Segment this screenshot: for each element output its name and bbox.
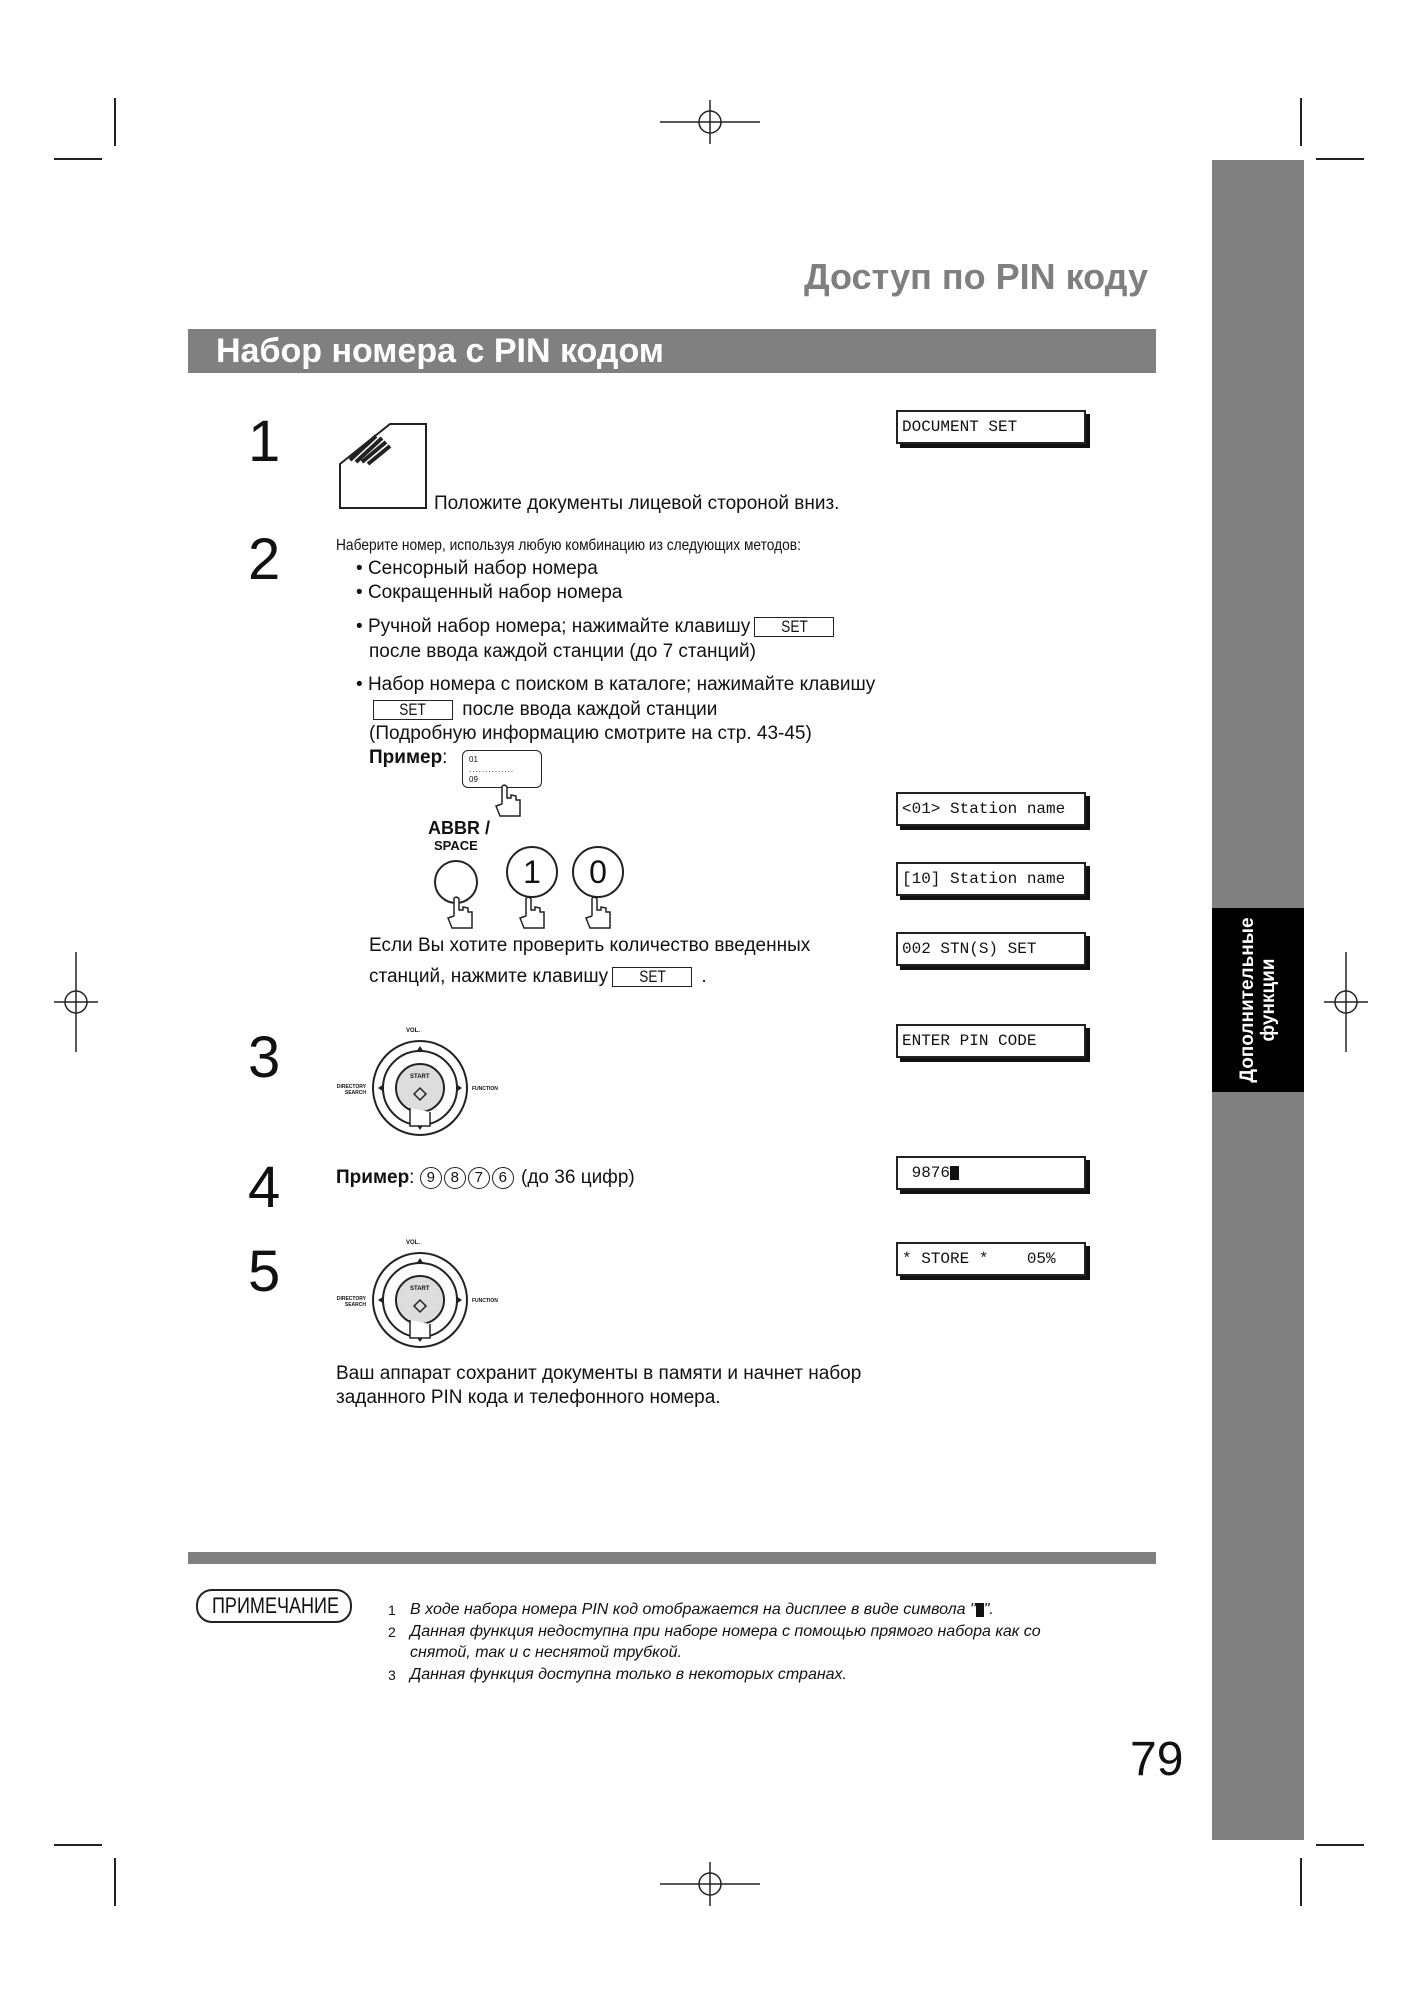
banner <box>188 329 1156 373</box>
start-dial <box>336 1240 496 1360</box>
dial-ring[interactable] <box>370 1250 470 1350</box>
registration-mark-top <box>660 100 760 144</box>
digit-key: 9 <box>420 1167 442 1189</box>
crop-mark <box>54 158 102 160</box>
note-text: Данная функция доступна только в некоторых странах. <box>410 1666 847 1683</box>
step5-text: заданного PIN кода и телефонного номера. <box>336 1387 721 1408</box>
note-number: 3 <box>388 1667 396 1683</box>
crop-mark <box>114 98 116 146</box>
footer-bar <box>188 1552 1156 1564</box>
set-key: SET <box>754 617 834 637</box>
start-button-label: START <box>410 1074 430 1080</box>
registration-mark-left <box>54 952 98 1052</box>
crop-mark <box>1300 1858 1302 1906</box>
check-count-text: станций, нажмите клавишу SET . <box>369 966 707 987</box>
lcd-display: 002 STN(S) SET <box>896 932 1086 966</box>
dial-ring[interactable] <box>370 1038 470 1138</box>
check-count-text: Если Вы хотите проверить количество введенных <box>369 935 811 956</box>
example-label: Пример: <box>369 747 448 768</box>
space-key-label: SPACE <box>434 838 478 853</box>
finger-press-icon <box>446 896 476 930</box>
pin-symbol <box>976 1603 984 1617</box>
list-item: • Набор номера с поиском в каталоге; нажимайте клавишу <box>356 674 876 695</box>
list-item: • Сокращенный набор номера <box>356 582 623 603</box>
finger-press-icon <box>584 896 614 930</box>
mini-directory-display: 01 .............. 09 <box>462 750 542 788</box>
lcd-display: <01> Station name <box>896 792 1086 826</box>
registration-mark-right <box>1324 952 1368 1052</box>
step-number: 4 <box>248 1155 281 1220</box>
crop-mark <box>1316 158 1364 160</box>
step-number: 1 <box>248 409 281 474</box>
step-number: 5 <box>248 1239 281 1304</box>
note-number: 1 <box>388 1602 396 1618</box>
crop-mark <box>1316 1844 1364 1846</box>
crop-mark <box>1300 98 1302 146</box>
crop-mark <box>114 1858 116 1906</box>
note-badge: ПРИМЕЧАНИЕ <box>196 1589 352 1623</box>
lcd-display: DOCUMENT SET <box>896 410 1086 444</box>
start-button-label: START <box>410 1286 430 1292</box>
step-number: 2 <box>248 527 281 592</box>
lcd-display: ENTER PIN CODE <box>896 1024 1086 1058</box>
list-item: • Ручной набор номера; нажимайте клавишу SET <box>356 615 838 639</box>
function-label: FUNCTION <box>472 1298 498 1304</box>
crop-mark <box>54 1844 102 1846</box>
list-item-cont: после ввода каждой станции (до 7 станций) <box>369 641 756 662</box>
finger-press-icon <box>494 784 524 818</box>
banner-title: Набор номера с PIN кодом <box>216 332 664 370</box>
vol-label: VOL. <box>406 1240 421 1246</box>
digit-key: 6 <box>492 1167 514 1189</box>
list-item: • Сенсорный набор номера <box>356 558 598 579</box>
document-feed-icon <box>336 420 428 512</box>
directory-search-label: DIRECTORY SEARCH <box>336 1296 366 1308</box>
lcd-display: 9876 <box>896 1156 1086 1190</box>
step-number: 3 <box>248 1025 281 1090</box>
step2-intro: Наберите номер, используя любую комбинацию из следующих методов: <box>336 537 801 554</box>
function-label: FUNCTION <box>472 1086 498 1092</box>
key-0[interactable]: 0 <box>572 846 624 898</box>
digit-key: 7 <box>468 1167 490 1189</box>
page-number: 79 <box>1130 1733 1184 1786</box>
set-key: SET <box>373 700 453 720</box>
set-key: SET <box>612 967 692 987</box>
lcd-display: [10] Station name <box>896 862 1086 896</box>
note-text: снятой, так и с неснятой трубкой. <box>410 1644 682 1661</box>
note-text: Данная функция недоступна при наборе номера с помощью прямого набора как со <box>410 1623 1041 1640</box>
abbr-key-label: ABBR / <box>428 818 490 838</box>
key-1[interactable]: 1 <box>506 846 558 898</box>
note-text: В ходе набора номера PIN код отображается на дисплее в виде символа " ". <box>410 1601 994 1618</box>
vol-label: VOL. <box>406 1028 421 1034</box>
directory-search-label: DIRECTORY SEARCH <box>336 1084 366 1096</box>
start-dial <box>336 1028 496 1148</box>
note-number: 2 <box>388 1624 396 1640</box>
cursor-block <box>950 1166 959 1180</box>
registration-mark-bottom <box>660 1862 760 1906</box>
sidebar-tab-label: Дополнительные функции <box>1237 917 1279 1083</box>
step1-text: Положите документы лицевой стороной вниз. <box>434 493 840 514</box>
step4-example: Пример: 9 8 7 6 (до 36 цифр) <box>336 1167 635 1188</box>
section-title: Доступ по PIN коду <box>803 256 1148 297</box>
finger-press-icon <box>518 896 548 930</box>
sidebar-tab[interactable] <box>1212 908 1304 1092</box>
lcd-display: * STORE * 05% <box>896 1242 1086 1276</box>
digit-key: 8 <box>444 1167 466 1189</box>
list-item-cont: SET после ввода каждой станции <box>369 698 717 722</box>
list-item-cont: (Подробную информацию смотрите на стр. 43-45) <box>369 723 812 744</box>
step5-text: Ваш аппарат сохранит документы в памяти и начнет набор <box>336 1363 862 1384</box>
